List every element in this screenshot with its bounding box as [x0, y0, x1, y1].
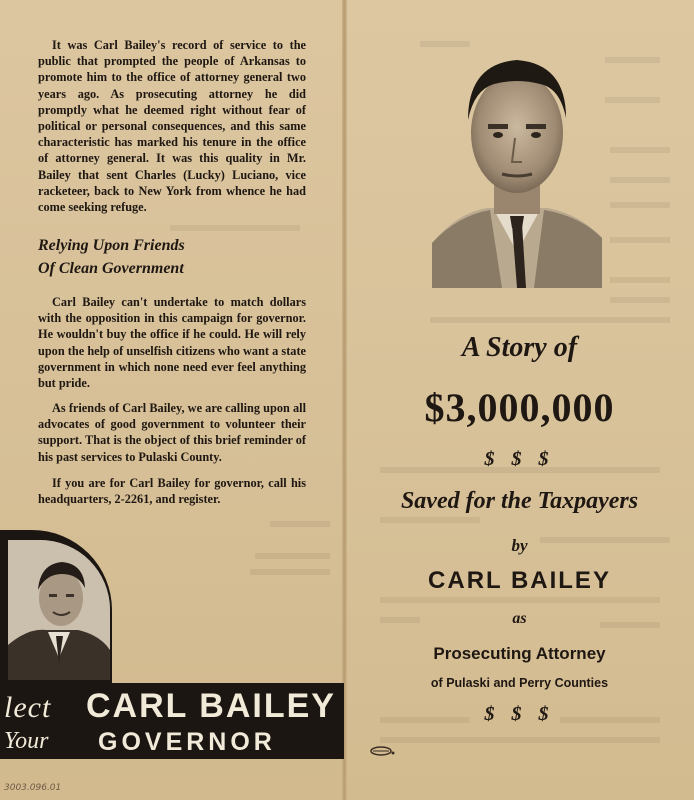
saved-amount: $3,000,000: [424, 385, 615, 430]
paragraph-record-of-service: It was Carl Bailey's record of service to the public that prompted the people of Arkansas to promote him to the office of attorney general two years ago. As prosecuting attorney he did promptly what he deemed right without fear of political or personal consequences, and this same characteristic has marked his tenure in the office of attorney general. It was this quality in Mr. Bailey that sent Charles (Lucky) Luciano, vice racketeer, back to New York from whence he had come seeking refuge.: [38, 38, 306, 215]
counties-line: of Pulaski and Perry Counties: [430, 676, 609, 690]
banner-line-governor: [0, 726, 344, 760]
by-label: by: [511, 536, 528, 555]
union-label-icon: [370, 744, 396, 756]
candidate-portrait: [432, 38, 602, 288]
archive-number: 3003.096.01: [4, 783, 62, 793]
dollar-signs-top: $ $ $: [484, 448, 555, 470]
role-title: Prosecuting Attorney: [433, 644, 606, 663]
candidate-name: CARL BAILEY: [428, 567, 611, 594]
banner-governor: GOVERNOR: [98, 728, 276, 756]
paragraph-call-headquarters: If you are for Carl Bailey for governor, call his headquarters, 2-2261, and register.: [38, 476, 306, 507]
saved-for-taxpayers: Saved for the Taxpayers: [400, 488, 639, 514]
section-heading-line1: Relying Upon Friends: [38, 237, 185, 254]
paragraph-friends: As friends of Carl Bailey, we are calling upon all advocates of good government to volunteer their support. That is the object of this brief reminder of his past services to Pulaski County.: [38, 401, 306, 464]
banner-candidate-name: CARL BAILEY: [86, 687, 336, 725]
banner-elect-prefix: lect: [4, 691, 52, 724]
dollar-signs-bottom: $ $ $: [484, 703, 555, 725]
banner-your: Your: [4, 728, 49, 754]
paragraph-clean-government: Carl Bailey can't undertake to match dollars with the opposition in this campaign for governor. He wouldn't buy the office if he could. He will rely upon the help of unselfish citizens who want a state government in which none need ever feel anything but pride.: [38, 295, 306, 391]
as-label: as: [512, 610, 527, 627]
banner-line-elect: [0, 686, 344, 726]
section-heading-line2: Of Clean Government: [38, 260, 184, 277]
story-title: A Story of: [461, 332, 578, 363]
